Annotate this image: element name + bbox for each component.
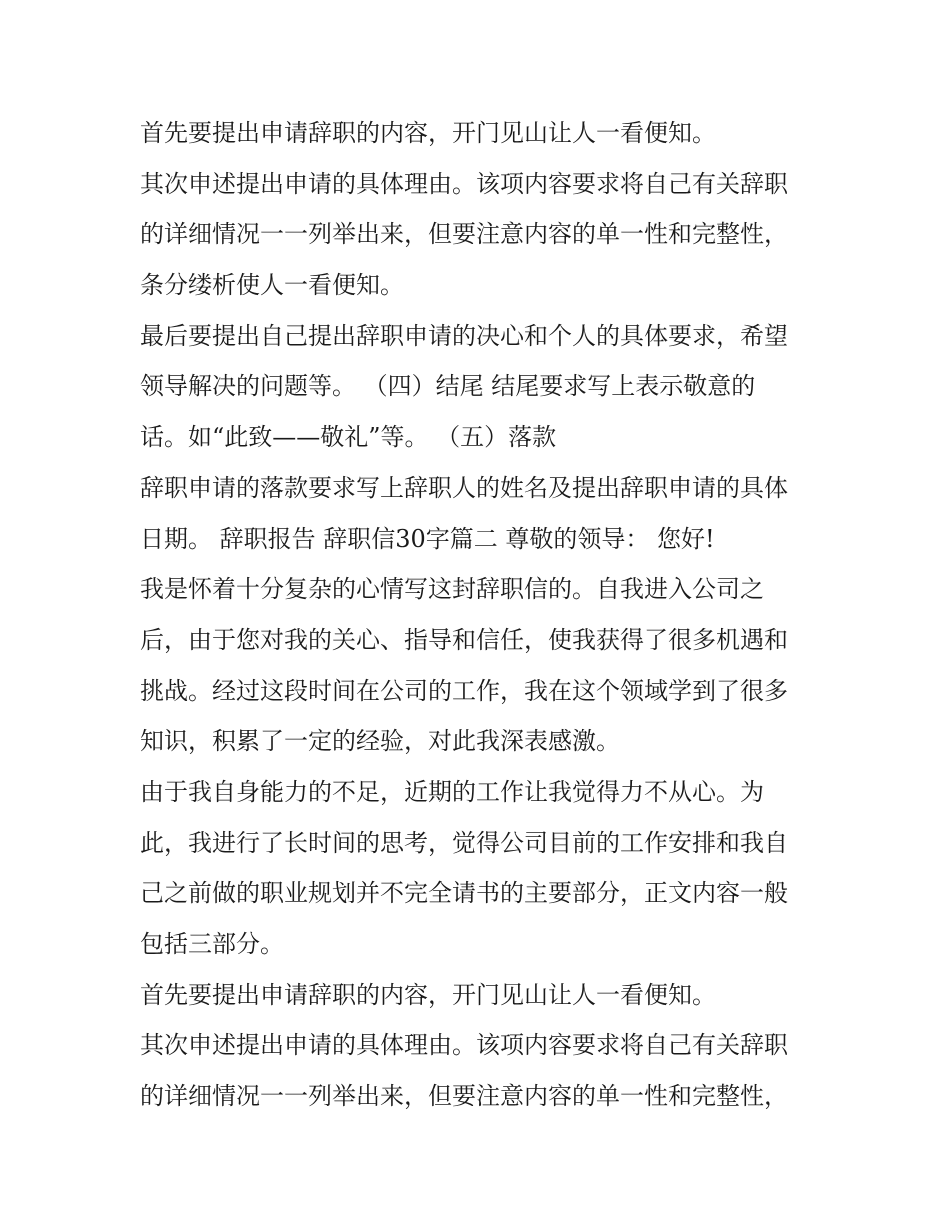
text-line: 领导解决的问题等。 （四）结尾 结尾要求写上表示敬意的: [140, 372, 756, 401]
text-line: 挑战。经过这段时间在公司的工作，我在这个领域学到了很多: [140, 676, 788, 705]
text-line: 我是怀着十分复杂的心情写这封辞职信的。自我进入公司之: [140, 575, 764, 604]
text-line: 后，由于您对我的关心、指导和信任，使我获得了很多机遇和: [140, 625, 788, 654]
text-line: 其次申述提出申请的具体理由。该项内容要求将自己有关辞职: [140, 1031, 788, 1060]
text-line: 日期。 辞职报告 辞职信30字篇二 尊敬的领导： 您好!: [140, 524, 715, 553]
text-line: 由于我自身能力的不足，近期的工作让我觉得力不从心。为: [140, 777, 764, 806]
text-line: 的详细情况一一列举出来，但要注意内容的单一性和完整性，: [140, 220, 788, 249]
text-line: 此，我进行了长时间的思考，觉得公司目前的工作安排和我自: [140, 828, 788, 857]
document-body: [140, 108, 820, 1122]
text-line: 最后要提出自己提出辞职申请的决心和个人的具体要求，希望: [140, 321, 788, 350]
text-line: 包括三部分。: [140, 930, 284, 958]
text-line: 首先要提出申请辞职的内容，开门见山让人一看便知。: [140, 119, 716, 147]
text-line: 话。如“此致——敬礼”等。 （五）落款: [140, 423, 557, 452]
text-line: 知识，积累了一定的经验，对此我深表感激。: [140, 727, 620, 756]
text-line: 其次申述提出申请的具体理由。该项内容要求将自己有关辞职: [140, 169, 788, 198]
text-line: 辞职申请的落款要求写上辞职人的姓名及提出辞职申请的具体: [140, 473, 788, 502]
text-line: 条分缕析使人一看便知。: [140, 271, 404, 300]
text-line: 的详细情况一一列举出来，但要注意内容的单一性和完整性，: [140, 1082, 788, 1111]
text-line: 己之前做的职业规划并不完全请书的主要部分，正文内容一般: [140, 879, 788, 908]
text-line: 首先要提出申请辞职的内容，开门见山让人一看便知。: [140, 980, 716, 1009]
